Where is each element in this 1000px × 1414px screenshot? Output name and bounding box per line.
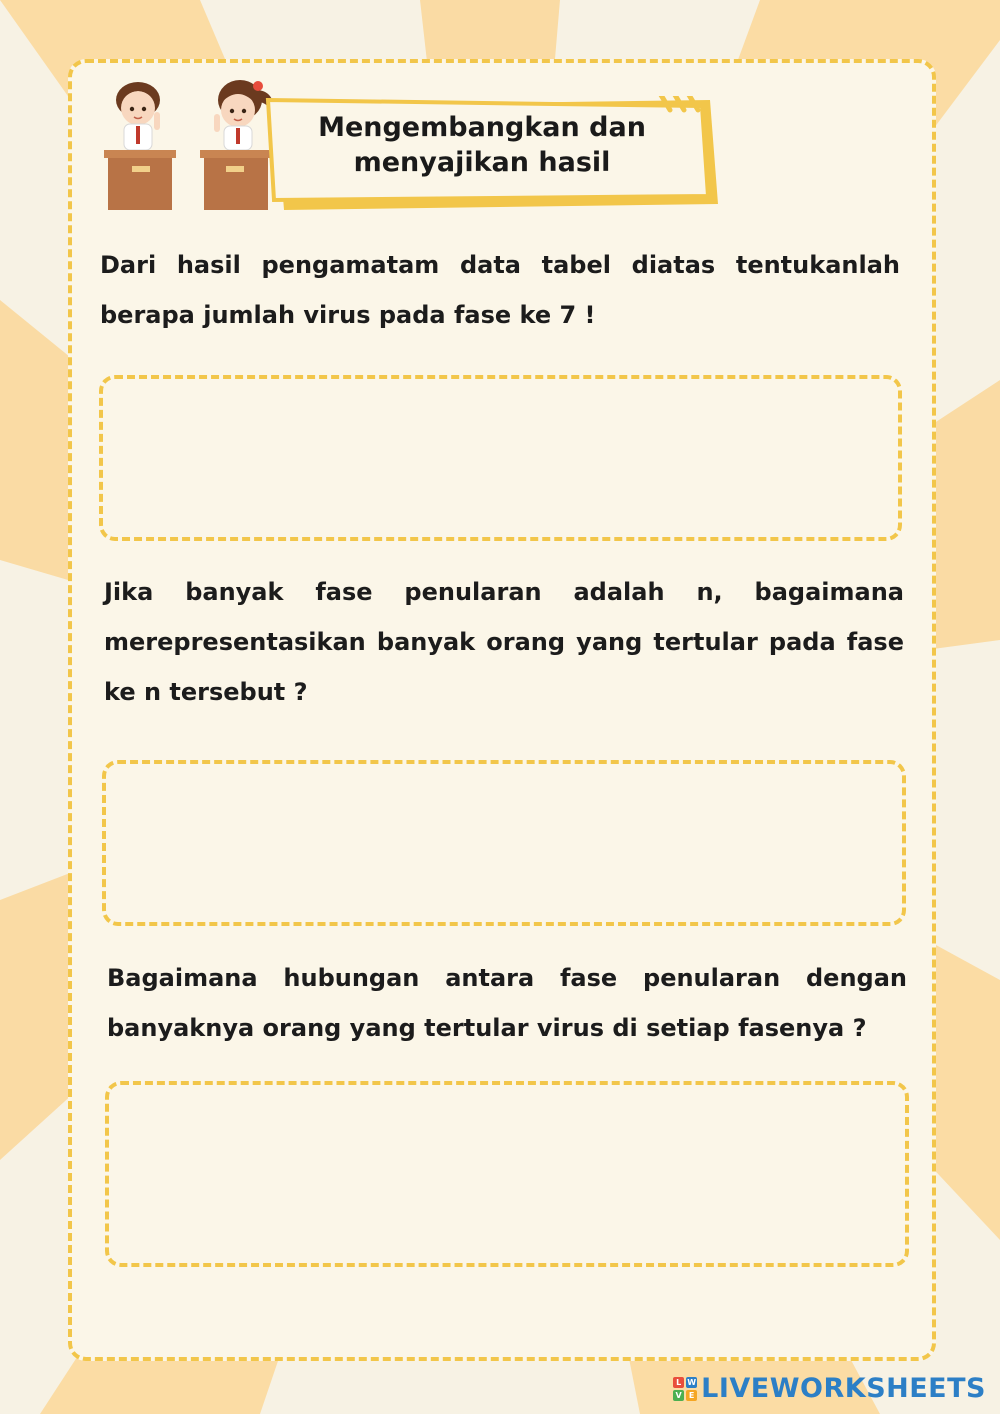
question-2-text: Jika banyak fase penularan adalah n, bagaimana merepresentasikan banyak orang yang tertular pada fase ke n tersebut ?	[104, 578, 904, 706]
answer-box-3[interactable]	[105, 1081, 909, 1267]
liveworksheets-logo	[673, 1373, 986, 1404]
boy-podium	[104, 150, 176, 210]
title-line-2: menyajikan hasil	[353, 147, 611, 178]
boy-figure	[116, 82, 160, 150]
title-line-1: Mengembangkan dan	[318, 112, 646, 143]
liveworksheets-icon: L W V E	[673, 1377, 697, 1401]
brand-name: LIVEWORKSHEETS	[701, 1373, 986, 1404]
answer-box-2[interactable]	[102, 760, 906, 926]
students-podium-illustration	[98, 72, 283, 214]
answer-box-1[interactable]	[99, 375, 902, 541]
page-title	[272, 110, 692, 180]
question-3-text: Bagaimana hubungan antara fase penularan dengan banyaknya orang yang tertular virus di setiap fasenya ?	[107, 964, 907, 1042]
question-1-text: Dari hasil pengamatam data tabel diatas tentukanlah berapa jumlah virus pada fase ke 7 !	[100, 251, 900, 329]
